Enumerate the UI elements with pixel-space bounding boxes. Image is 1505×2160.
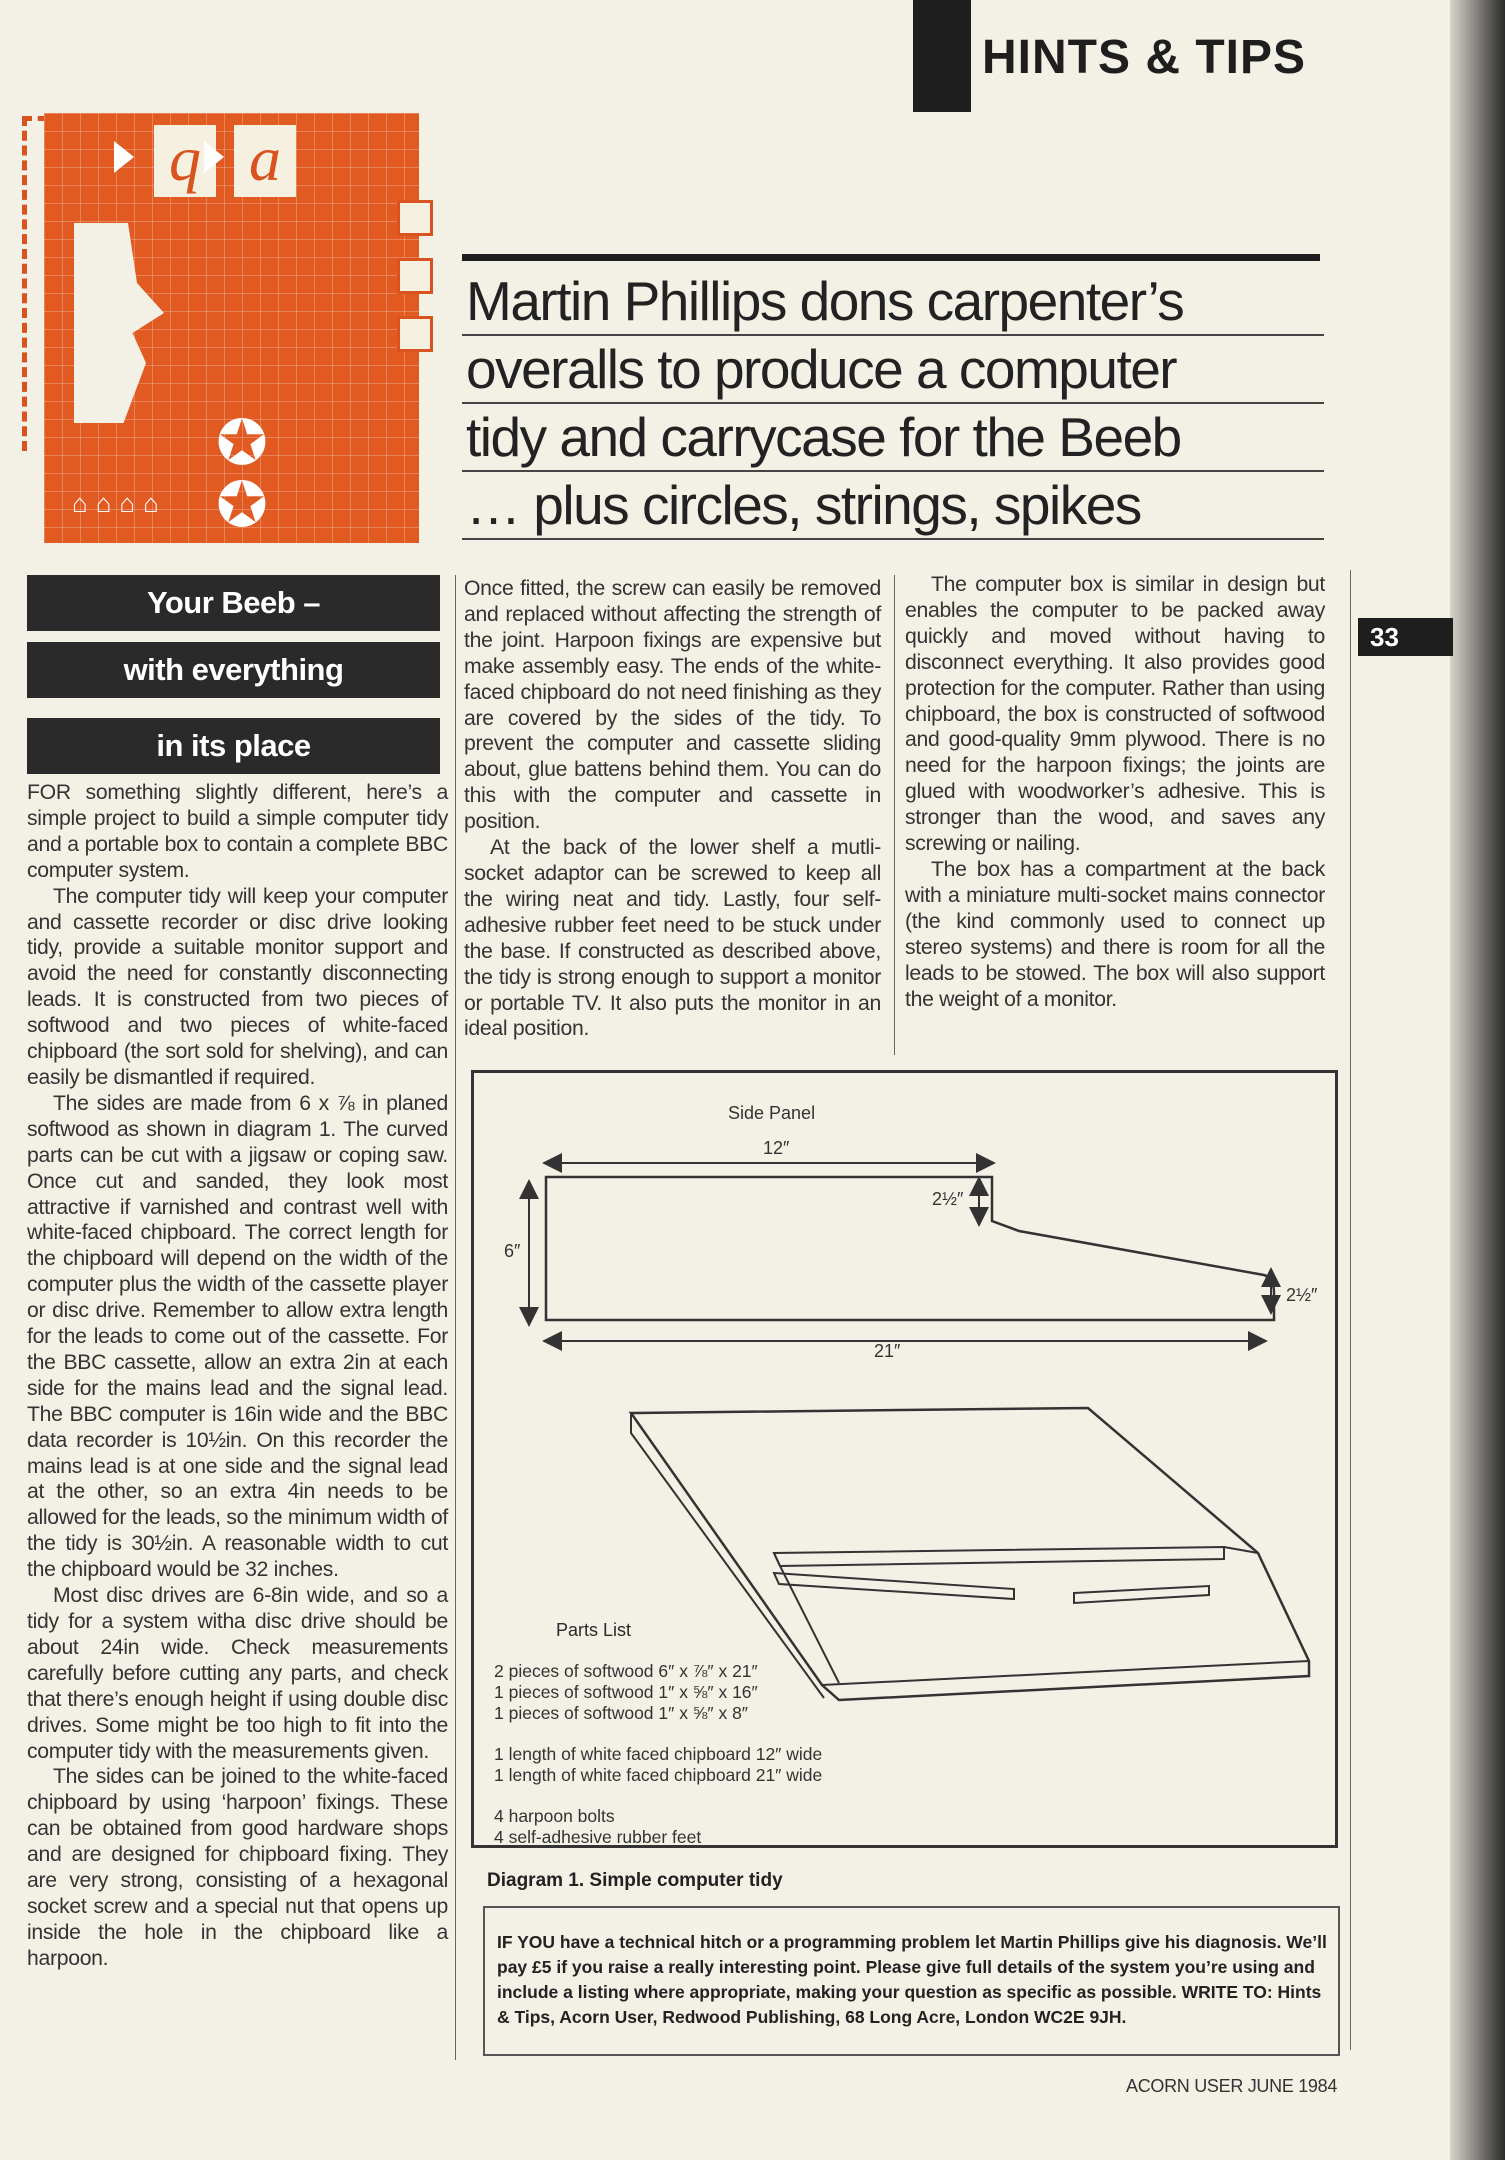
column-divider (455, 575, 456, 2060)
arrow-icon (204, 141, 224, 173)
paragraph: The computer box is similar in design but enables the computer to be packed away quickly and moved without having to disconnect everything. It also provides good protection for the computer. Rather than using chipboard, the box is constructed of softwood and good-quality 9mm plywood. There is no need for the harpoon fixings; the joints are glued with woodworker’s adhesive. This is stronger than the wood, and saves any screwing or nailing. (905, 573, 1325, 856)
dimension-label: 2½″ (932, 1189, 964, 1209)
parts-item: 1 length of white faced chipboard 12″ wide (494, 1744, 823, 1764)
profile-face-icon (74, 223, 164, 423)
footer-credit: ACORN USER JUNE 1984 (1126, 2076, 1338, 2096)
kicker-line: with everything (27, 642, 440, 698)
page-edge-shadow (1450, 0, 1505, 2160)
headline-line: tidy and carrycase for the Beeb (462, 404, 1324, 472)
checkbox-icon (397, 258, 433, 294)
paragraph: Most disc drives are 6-8in wide, and so a tidy for a system witha disc drive should be about 24in wide. Check measurements carefully before cutting any parts, and check that there’s enough height if using double disc drives. Some might be too high to fit into the computer tidy with the measurements given. (27, 1584, 448, 1763)
column-divider (1350, 570, 1351, 2050)
section-title: HINTS & TIPS (982, 31, 1307, 84)
star-icon: ✪ (216, 471, 268, 540)
parts-item: 4 self-adhesive rubber feet (494, 1827, 702, 1847)
headline (462, 268, 1324, 540)
logo-dashed-border (22, 116, 27, 451)
dimension-label: 12″ (763, 1138, 790, 1158)
parts-item: 4 harpoon bolts (494, 1806, 615, 1826)
reader-notice-text: IF YOU have a technical hitch or a programming problem let Martin Phillips give his diagnosis. We’ll pay £5 if you raise a really interesting point. Please give full details of the system you’re using and include a listing where appropriate, making your question as specific as possible. WRITE TO: Hints & Tips, Acorn User, Redwood Publishing, 68 Long Acre, London WC2E 9JH. (497, 1932, 1327, 2027)
headline-line: Martin Phillips dons carpenter’s (462, 268, 1324, 336)
parts-list (494, 1661, 822, 1848)
parts-item: 2 pieces of softwood 6″ x ⅞″ x 21″ (494, 1661, 758, 1681)
side-panel-shape (546, 1177, 1274, 1320)
headline-line: … plus circles, strings, spikes (462, 472, 1324, 540)
headline-rule (462, 254, 1320, 261)
paragraph: At the back of the lower shelf a mutli-socket adaptor can be screwed to keep all the wiring neat and tidy. Lastly, four self-adhesive rubber feet need to be stuck under the base. If constructed as described above, the tidy is strong enough to support a monitor or portable TV. It also puts the monitor in an ideal position. (464, 836, 881, 1041)
paragraph: The computer tidy will keep your computer and cassette recorder or disc drive looking tidy, provide a suitable monitor support and avoid the need for constantly disconnecting leads. It is constructed from two pieces of softwood and two pieces of white-faced chipboard (the sort sold for shelving), and can easily be dismantled if required. (27, 884, 448, 1089)
dimension-label: 2½″ (1286, 1285, 1318, 1305)
batten (1074, 1586, 1209, 1603)
dimension-label: 21″ (874, 1341, 901, 1361)
checkbox-icon (397, 316, 433, 352)
article-column-2 (464, 576, 881, 1042)
batten (774, 1573, 1014, 1599)
article-column-3 (905, 572, 1325, 1012)
paragraph: Once fitted, the screw can easily be removed and replaced without affecting the strength of the joint. Harpoon fixings are expensive but make assembly easy. The ends of the white-faced chipboard do not need finishing as they are covered by the sides of the tidy. To prevent the computer and cassette sliding about, glue battens behind them. You can do this with the computer and cassette in position. (464, 577, 881, 834)
logo-grid-background (44, 113, 419, 543)
parts-list-title: Parts List (556, 1620, 632, 1640)
dimension-label: 6″ (504, 1241, 521, 1261)
paragraph: FOR something slightly different, here’s a simple project to build a simple computer tidy and a portable box to contain a complete BBC computer system. (27, 781, 448, 882)
checkbox-icon (397, 200, 433, 236)
logo-a-letter: a (234, 125, 296, 197)
arrow-icon (114, 141, 134, 173)
kicker-line: Your Beeb – (27, 575, 440, 631)
section-marker-bar (913, 0, 971, 112)
logo-q-letter: q (154, 125, 216, 197)
tidy-3d-outline (631, 1408, 1309, 1700)
article-column-1 (27, 780, 448, 1972)
kicker-line: in its place (27, 718, 440, 774)
diagram-panel-title: Side Panel (728, 1103, 816, 1123)
tidy-3d-edge (822, 1661, 1309, 1685)
column-divider (894, 575, 895, 1055)
paragraph: The box has a compartment at the back with a miniature multi-socket mains connector (the kind commonly used to connect up stereo systems) and there is room for all the leads to be stowed. The box will also support the weight of a monitor. (905, 857, 1325, 1011)
page-number: 33 (1358, 618, 1453, 656)
house-icons: ⌂⌂⌂⌂ (72, 488, 167, 518)
qa-logo (22, 108, 442, 553)
parts-item: 1 pieces of softwood 1″ x ⅝″ x 16″ (494, 1682, 758, 1702)
paragraph: The sides are made from 6 x ⅞ in planed softwood as shown in diagram 1. The curved parts can be cut with a jigsaw or coping saw. Once cut and sanded, they look most attractive if varnished and contrast well with white-faced chipboard. The correct length for the chipboard will depend on the width of the computer plus the width of the cassette player or disc drive. Remember to allow extra length for the leads to come out of the cassette. For the BBC cassette, allow an extra 2in at each side for the mains lead and the signal lead. The BBC computer is 16in wide and the BBC data recorder is 10½in. On this recorder the mains lead is at one side and the signal lead at the other, so an extra 4in needs to be allowed for the leads, so the minimum width of the tidy is 30½in. A reasonable width to cut the chipboard would be 32 inches. (27, 1091, 448, 1582)
paragraph: The sides can be joined to the white-faced chipboard by using ‘harpoon’ fixings. These can be obtained from good hardware shops and are designed for chipboard fixing. They are very strong, consisting of a hexagonal socket screw and a special nut that opens up inside the hole in the chipboard like a harpoon. (27, 1765, 448, 1970)
star-icon: ✪ (216, 409, 268, 478)
parts-item: 1 pieces of softwood 1″ x ⅝″ x 8″ (494, 1703, 748, 1723)
headline-line: overalls to produce a computer (462, 336, 1324, 404)
diagram-caption: Diagram 1. Simple computer tidy (487, 1870, 783, 1891)
parts-item: 1 length of white faced chipboard 21″ wide (494, 1765, 823, 1785)
tidy-shelf (774, 1547, 1224, 1566)
